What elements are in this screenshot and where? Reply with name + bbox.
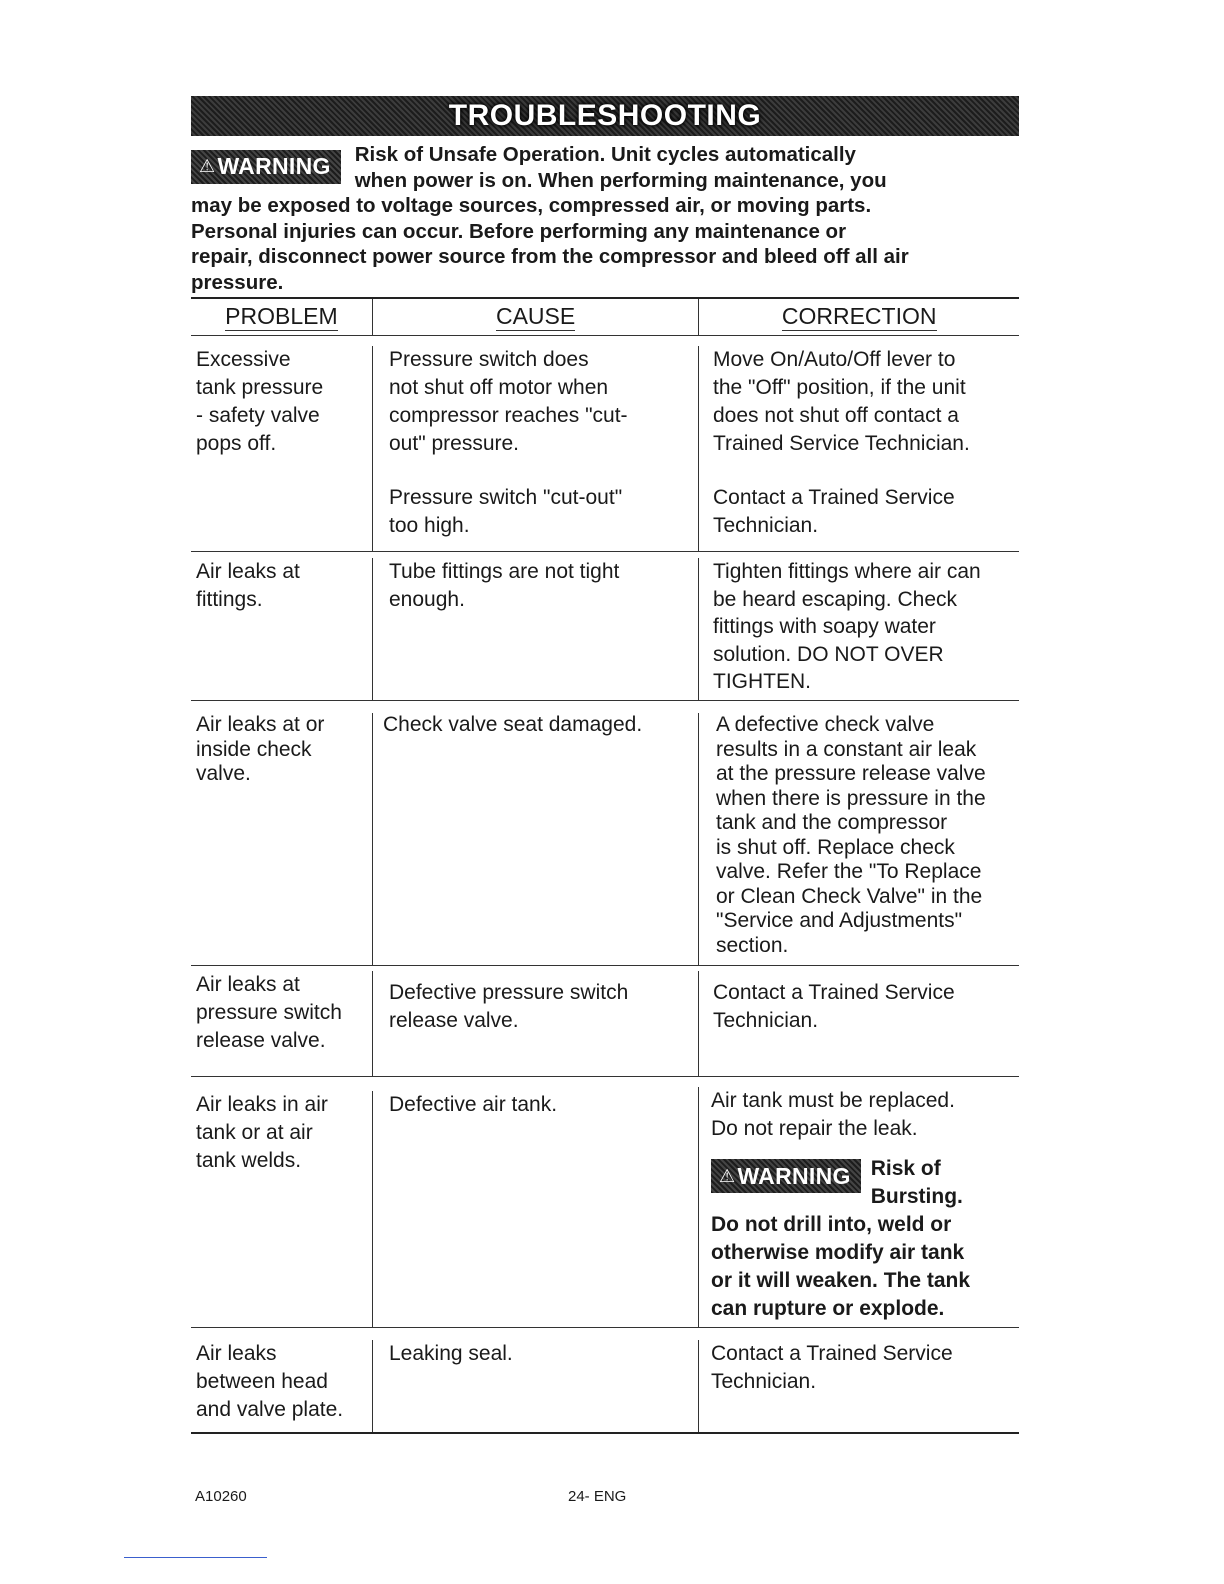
problem-cell: Air leaks at pressure switch release valve. <box>196 973 342 1052</box>
warning-line: Risk of Unsafe Operation. Unit cycles automatically <box>354 143 856 166</box>
page-number: 24- ENG <box>568 1488 627 1505</box>
cause-cell: Defective pressure switch release valve. <box>372 971 698 1076</box>
warning-line: when power is on. When performing maintenance, you <box>354 168 887 192</box>
table-row <box>191 701 1019 966</box>
column-header-cause: CAUSE <box>372 299 699 335</box>
warning-line: Personal injuries can occur. Before performing any maintenance or <box>191 219 847 243</box>
cause-cell: Pressure switch does not shut off motor when compressor reaches "cut- out" pressure. Pressure switch "cut-out" too high. <box>372 346 698 551</box>
warning-badge-label: WARNING <box>217 153 331 180</box>
correction-cell: Move On/Auto/Off lever to the "Off" position, if the unit does not shut off contact a Trained Service Technician. Contact a Trained Service Technician. <box>698 346 1018 551</box>
warning-triangle-icon: ⚠ <box>719 1166 736 1186</box>
footer-rule <box>124 1557 267 1558</box>
page-title: TROUBLESHOOTING <box>448 99 762 132</box>
table-header <box>191 297 1019 336</box>
warning-line: repair, disconnect power source from the compressor and bleed off all air <box>191 245 909 268</box>
warning-badge: ⚠ WARNING <box>711 1159 861 1193</box>
cause-cell: Leaking seal. <box>372 1340 698 1432</box>
safety-warning <box>191 142 1019 295</box>
problem-cell: Air leaks at fittings. <box>196 560 300 611</box>
problem-cell: Air leaks in air tank or at air tank welds. <box>196 1093 328 1172</box>
table-row <box>191 336 1019 552</box>
problem-cell: Air leaks at or inside check valve. <box>196 713 325 785</box>
bursting-warning: ⚠ WARNING Risk of Bursting. Do not drill into, weld or otherwise modify air tank or it will weaken. The tank can rupture or explode. <box>711 1157 971 1320</box>
correction-cell: A defective check valve results in a constant air leak at the pressure release valve when there is pressure in the tank and the compressor is shut off. Replace check valve. Refer the "To Replace or Clean Check Valve" in the "Service and Adjustments" section. <box>698 713 1018 965</box>
warning-line: pressure. <box>191 270 284 294</box>
table-row <box>191 1077 1019 1328</box>
warning-triangle-icon: ⚠ <box>199 156 216 177</box>
correction-cell: Air tank must be replaced. Do not repair the leak. ⚠ WARNING Risk of Bursting. Do not drill into, weld or otherwise modify air tank or it will weaken. The tank can rupture or explode. <box>698 1087 1018 1327</box>
table-row <box>191 552 1019 701</box>
correction-cell: Contact a Trained Service Technician. <box>698 971 1018 1076</box>
column-header-correction: CORRECTION <box>698 299 1019 335</box>
cause-cell: Defective air tank. <box>372 1091 698 1327</box>
table-row <box>191 1328 1019 1434</box>
problem-cell: Air leaks between head and valve plate. <box>196 1342 344 1421</box>
problem-cell: Excessive tank pressure - safety valve pops off. <box>196 348 324 455</box>
troubleshooting-page <box>191 96 1019 1434</box>
cause-cell: Tube fittings are not tight enough. <box>372 558 698 700</box>
troubleshooting-table <box>191 297 1019 1434</box>
correction-cell: Tighten fittings where air can be heard escaping. Check fittings with soapy water solution. DO NOT OVER TIGHTEN. <box>698 558 1018 700</box>
column-header-problem: PROBLEM <box>225 303 338 329</box>
cause-cell: Check valve seat damaged. <box>372 713 698 965</box>
table-row <box>191 966 1019 1077</box>
document-code: A10260 <box>195 1488 247 1505</box>
warning-line: may be exposed to voltage sources, compressed air, or moving parts. <box>191 194 872 217</box>
title-banner <box>191 96 1019 136</box>
correction-cell: Contact a Trained Service Technician. <box>698 1340 1018 1432</box>
warning-badge <box>191 150 341 184</box>
